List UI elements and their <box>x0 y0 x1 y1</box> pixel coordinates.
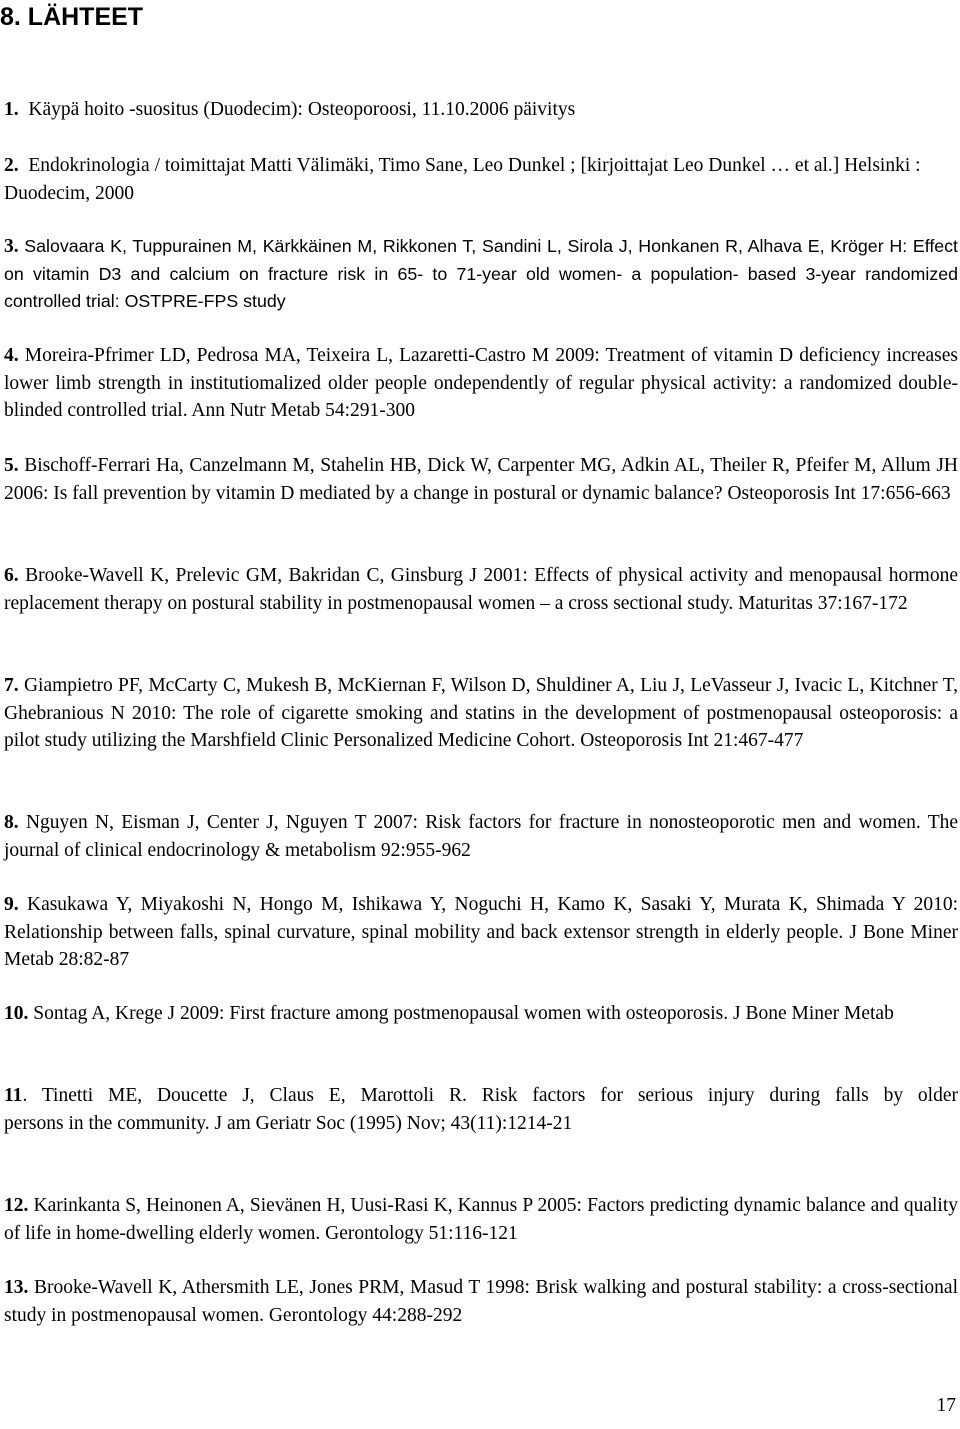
reference-text: Bischoff-Ferrari Ha, Canzelmann M, Stahelin HB, Dick W, Carpenter MG, Adkin AL, Theiler R, Pfeifer M, Allum JH 2006: Is fall prevention by vitamin D mediated by a change in postural or dynamic balance? Osteoporosis Int 17:656-663 <box>4 455 958 504</box>
reference-item <box>4 1000 958 1028</box>
reference-item <box>4 562 958 617</box>
section-heading: 8. LÄHTEET <box>0 3 144 31</box>
reference-number: 1. <box>4 99 19 120</box>
reference-text: . Tinetti ME, Doucette J, Claus E, Marottoli R. Risk factors for serious injury during falls by older <box>22 1085 958 1106</box>
reference-text: Brooke-Wavell K, Prelevic GM, Bakridan C, Ginsburg J 2001: Effects of physical activity and menopausal hormone replacement therapy on postural stability in postmenopausal women – a cross sectional study. Maturitas 37:167-172 <box>4 565 959 614</box>
page-number: 17 <box>936 1395 956 1416</box>
reference-item <box>4 452 958 507</box>
reference-item <box>4 342 958 425</box>
reference-number: 6. <box>4 565 19 586</box>
reference-number: 5. <box>4 455 19 476</box>
reference-item <box>4 1274 958 1329</box>
reference-number: 3. <box>4 236 19 257</box>
reference-number: 10. <box>4 1003 29 1024</box>
reference-item <box>4 1192 958 1247</box>
reference-text: Moreira-Pfrimer LD, Pedrosa MA, Teixeira L, Lazaretti-Castro M 2009: Treatment of vitamin D deficiency increases lower limb strength in institutiomalized older people ondependently of regular physical activity: a randomized double-blinded controlled trial. Ann Nutr Metab 54:291-300 <box>4 345 958 421</box>
reference-number: 12. <box>4 1195 29 1216</box>
reference-text: Giampietro PF, McCarty C, Mukesh B, McKiernan F, Wilson D, Shuldiner A, Liu J, LeVasseur J, Ivacic L, Kitchner T, Ghebranious N 2010: The role of cigarette smoking and statins in the development of postmenopausal osteoporosis: a pilot study utilizing the Marshfield Clinic Personalized Medicine Cohort. Osteoporosis Int 21:467-477 <box>4 675 959 751</box>
reference-text: Karinkanta S, Heinonen A, Sievänen H, Uusi-Rasi K, Kannus P 2005: Factors predicting dynamic balance and quality of life in home-dwelling elderly women. Gerontology 51:116-121 <box>4 1195 959 1244</box>
reference-item <box>4 1082 958 1137</box>
reference-line <box>4 1082 958 1110</box>
reference-text: Brooke-Wavell K, Athersmith LE, Jones PRM, Masud T 1998: Brisk walking and postural stability: a cross-sectional study in postmenopausal women. Gerontology 44:288-292 <box>4 1277 958 1326</box>
reference-text: Nguyen N, Eisman J, Center J, Nguyen T 2007: Risk factors for fracture in nonosteoporotic men and women. The journal of clinical endocrinology & metabolism 92:955-962 <box>4 812 959 861</box>
reference-number: 2. <box>4 155 19 176</box>
reference-number: 7. <box>4 675 19 696</box>
reference-number: 11 <box>4 1085 23 1106</box>
reference-item <box>4 809 958 864</box>
reference-number: 9. <box>4 894 19 915</box>
reference-number: 4. <box>4 345 19 366</box>
reference-text: Sontag A, Krege J 2009: First fracture among postmenopausal women with osteoporosis. J Bone Miner Metab <box>33 1003 894 1024</box>
reference-item <box>4 233 958 316</box>
reference-item <box>4 96 958 124</box>
reference-text: Salovaara K, Tuppurainen M, Kärkkäinen M, Rikkonen T, Sandini L, Sirola J, Honkanen R, Alhava E, Kröger H: Effect on vitamin D3 and calcium on fracture risk in 65- to 71-year old women- a population- based 3-year randomized controlled trial: OSTPRE-FPS study <box>4 236 958 311</box>
reference-text: Käypä hoito -suositus (Duodecim): Osteoporoosi, 11.10.2006 päivitys <box>28 99 576 120</box>
reference-text: Kasukawa Y, Miyakoshi N, Hongo M, Ishikawa Y, Noguchi H, Kamo K, Sasaki Y, Murata K, Shimada Y 2010: Relationship between falls, spinal curvature, spinal mobility and back extensor strength in elderly people. J Bone Miner Metab 28:82-87 <box>4 894 959 970</box>
reference-text: Endokrinologia / toimittajat Matti Välimäki, Timo Sane, Leo Dunkel ; [kirjoittajat Leo Dunkel … et al.] Helsinki : Duodecim, 2000 <box>4 155 921 204</box>
reference-number: 8. <box>4 812 19 833</box>
reference-number: 13. <box>4 1277 29 1298</box>
reference-item <box>4 672 958 755</box>
reference-item <box>4 891 958 974</box>
reference-line: persons in the community. J am Geriatr Soc (1995) Nov; 43(11):1214-21 <box>4 1112 573 1134</box>
reference-item <box>4 152 958 207</box>
